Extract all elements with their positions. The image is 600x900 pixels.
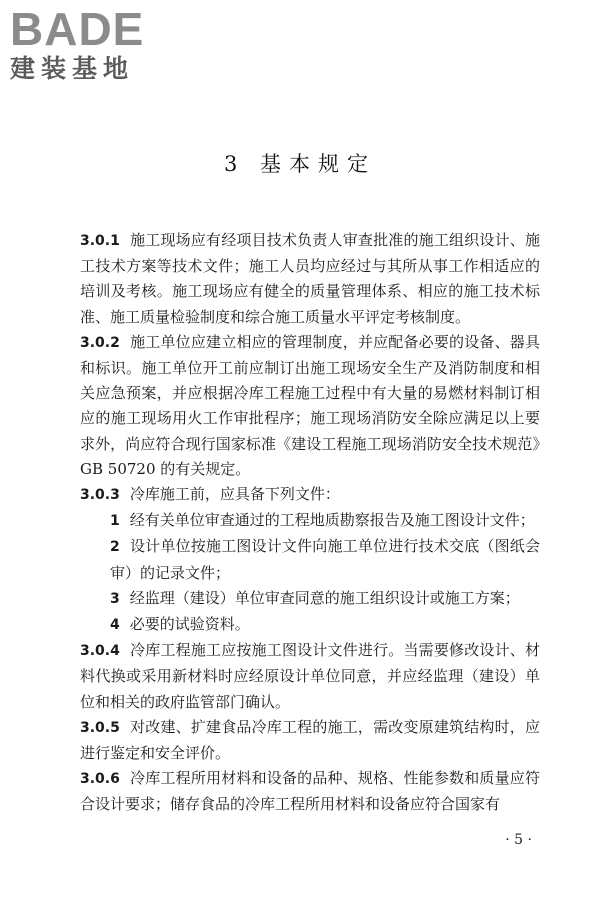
item-number: 3 — [110, 590, 120, 607]
list-item — [80, 508, 540, 534]
clause-number: 3.0.4 — [80, 643, 120, 660]
item-number: 2 — [110, 539, 120, 556]
item-text: 经有关单位审查通过的工程地质勘察报告及施工图设计文件； — [129, 511, 535, 530]
clause-3-0-3 — [80, 482, 540, 508]
clause-number: 3.0.2 — [80, 334, 120, 351]
clause-text: 对改建、扩建食品冷库工程的施工，需改变原建筑结构时，应进行鉴定和安全评价。 — [80, 717, 540, 763]
clause-3-0-2 — [80, 330, 540, 482]
clause-text: 冷库施工前，应具备下列文件： — [129, 485, 340, 504]
chapter-title: 3 基本规定 — [223, 152, 377, 176]
clause-3-0-6 — [80, 766, 540, 817]
clause-number: 3.0.1 — [80, 233, 120, 249]
clause-text: 施工单位应建立相应的管理制度，并应配备必要的设备、器具和标识。施工单位开工前应制订出施工现场安全生产及消防制度和相关应急预案，并应根据冷库工程施工过程中有大量的易燃材料制订相应的施工现场用火工作审批程序；施工现场消防安全除应满足以上要求外，尚应符合现行国家标准《建设工程施工现场消防安全技术规范》GB 50720 的有关规定。 — [80, 332, 540, 478]
clause-3-0-1 — [80, 228, 540, 330]
logo-chinese-text: 建装基地 — [10, 54, 135, 83]
clause-3-0-5 — [80, 715, 540, 766]
clause-text: 施工现场应有经项目技术负责人审查批准的施工组织设计、施工技术方案等技术文件；施工人员均应经过与其所从事工作相适应的培训及考核。施工现场应有健全的质量管理体系、相应的施工技术标准、施工质量检验制度和综合施工质量水平评定考核制度。 — [80, 231, 540, 326]
document-body — [80, 228, 540, 818]
clause-3-0-4 — [80, 638, 540, 715]
logo-mark: BADE — [10, 3, 145, 55]
list-item — [80, 586, 540, 612]
clause-number: 3.0.3 — [80, 487, 120, 504]
list-item — [80, 534, 540, 585]
clause-text: 冷库工程施工应按施工图设计文件进行。当需要修改设计、材料代换或采用新材料时应经原设计单位同意，并应经监理（建设）单位和相关的政府监管部门确认。 — [80, 641, 540, 711]
logo — [10, 3, 180, 84]
clause-number: 3.0.5 — [80, 719, 120, 736]
page-number: · 5 · — [505, 832, 532, 848]
list-item — [80, 612, 540, 638]
item-text: 必要的试验资料。 — [129, 615, 250, 634]
clause-text: 冷库工程所用材料和设备的品种、规格、性能参数和质量应符合设计要求；储存食品的冷库工程所用材料和设备应符合国家有 — [80, 769, 540, 814]
item-text: 设计单位按施工图设计文件向施工单位进行技术交底（图纸会审）的记录文件； — [110, 537, 540, 582]
item-number: 1 — [110, 513, 120, 530]
clause-number: 3.0.6 — [80, 771, 120, 788]
item-text: 经监理（建设）单位审查同意的施工组织设计或施工方案； — [129, 588, 520, 607]
item-number: 4 — [110, 617, 120, 634]
